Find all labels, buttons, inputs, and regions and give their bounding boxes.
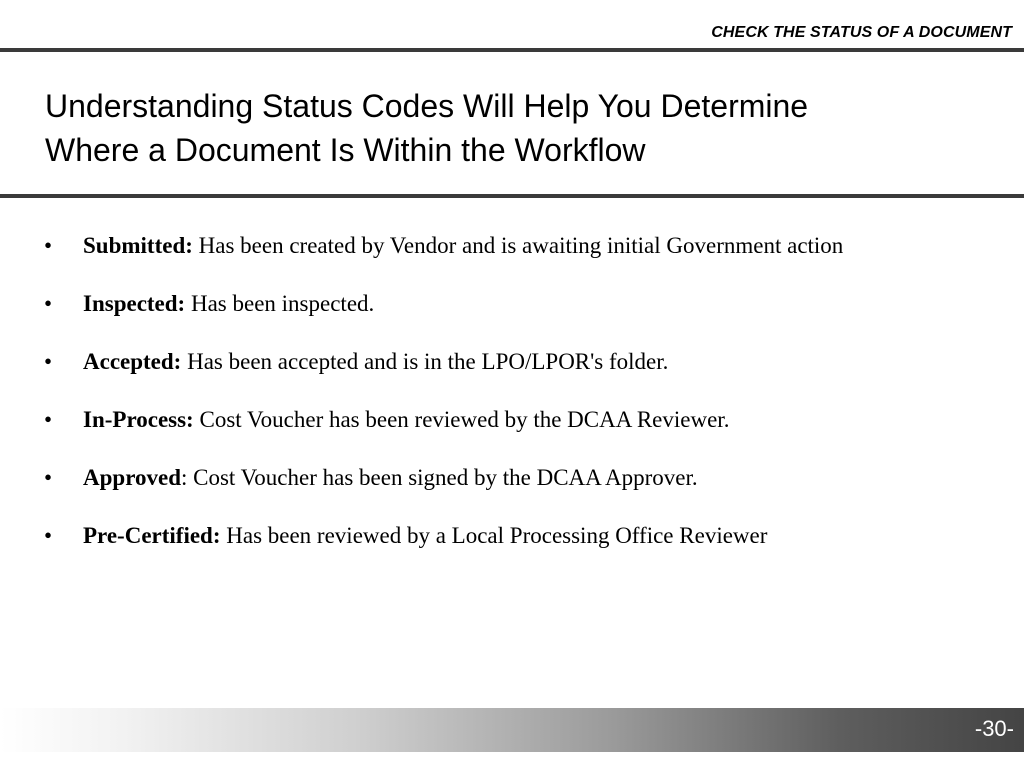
slide-title-line-2: Where a Document Is Within the Workflow	[45, 132, 646, 168]
bullet-icon: •	[44, 407, 53, 432]
bullet-icon: •	[44, 349, 53, 374]
status-item-submitted	[44, 229, 994, 263]
status-item-pre-certified	[44, 519, 994, 553]
status-term: In-Process:	[83, 407, 194, 432]
status-term: Accepted:	[83, 349, 182, 374]
bullet-icon: •	[44, 291, 53, 316]
status-description: Has been inspected.	[185, 291, 375, 316]
bullet-icon: •	[44, 523, 53, 548]
slide-title-line-1: Understanding Status Codes Will Help You Determine	[45, 88, 809, 124]
status-item-inspected	[44, 287, 994, 321]
bullet-icon: •	[44, 233, 53, 258]
status-term: Approved	[83, 465, 181, 490]
status-description: Has been created by Vendor and is awaiting initial Government action	[192, 233, 844, 258]
status-description: Cost Voucher has been reviewed by the DCAA Reviewer.	[193, 407, 730, 432]
status-item-accepted	[44, 345, 994, 379]
title-divider	[0, 194, 1024, 198]
header-divider	[0, 48, 1024, 52]
status-description: Has been reviewed by a Local Processing Office Reviewer	[220, 523, 768, 548]
status-code-list	[44, 229, 994, 577]
status-item-in-process	[44, 403, 994, 437]
status-item-approved	[44, 461, 994, 495]
status-term: Submitted:	[83, 233, 193, 258]
slide-title	[45, 84, 1005, 172]
status-description: Has been accepted and is in the LPO/LPOR's folder.	[181, 349, 669, 374]
section-header: CHECK THE STATUS OF A DOCUMENT	[711, 24, 1012, 41]
footer-bar	[0, 708, 1024, 752]
bullet-icon: •	[44, 465, 53, 490]
page-number: -30-	[974, 716, 1014, 741]
status-description: : Cost Voucher has been signed by the DCAA Approver.	[181, 465, 698, 490]
status-term: Pre-Certified:	[83, 523, 221, 548]
status-term: Inspected:	[83, 291, 186, 316]
